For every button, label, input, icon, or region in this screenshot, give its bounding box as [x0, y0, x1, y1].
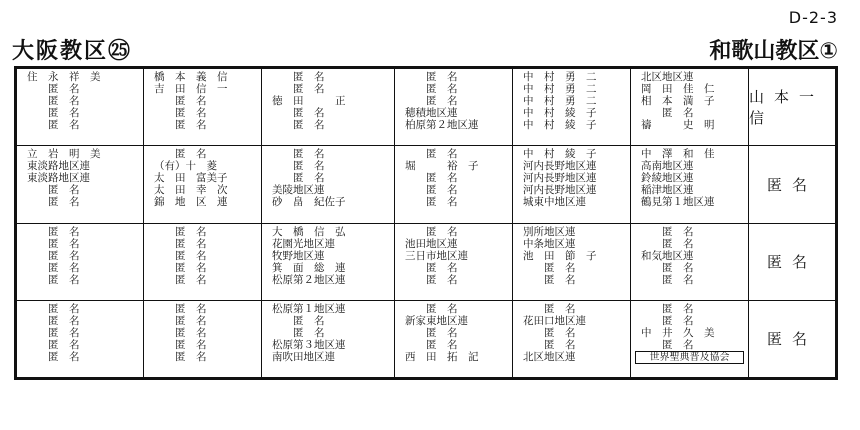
donor-block	[513, 301, 630, 377]
donor-name: 西 田 拓 記	[405, 350, 479, 363]
donor-name: 中 村 綾 子	[523, 107, 597, 119]
donor-name: 匿 名	[523, 261, 576, 274]
donor-name: 中 村 勇 二	[523, 95, 597, 107]
donor-name: 新家東地区連	[405, 314, 468, 327]
donor-name: 匿 名	[27, 237, 80, 250]
donor-name: 錦 地 区 連	[154, 196, 228, 209]
donor-name: 匿 名	[154, 302, 207, 315]
donor-name: 河内長野地区連	[523, 172, 597, 185]
donor-name: 匿 名	[523, 302, 576, 315]
donor-name: 匿 名	[641, 273, 694, 286]
donor-name: 堀 裕 子	[405, 160, 479, 173]
donor-name: 中条地区連	[523, 237, 576, 250]
wakayama-donor: 匿名	[749, 224, 835, 301]
donor-name: 匿 名	[154, 249, 207, 262]
donor-name: 匿 名	[154, 261, 207, 274]
donor-name: 匿 名	[405, 338, 458, 351]
donor-name: 東淡路地区連	[27, 160, 90, 173]
donor-name: 匿 名	[27, 95, 80, 107]
donor-name: 北区地区連	[523, 350, 576, 363]
donor-name: 匿 名	[641, 338, 694, 351]
donor-name: 匿 名	[154, 237, 207, 250]
donor-block	[513, 146, 630, 223]
wakayama-donor: 山本一信	[749, 69, 835, 146]
donor-name: 太 田 幸 次	[154, 184, 228, 197]
donor-name: 中 村 綾 子	[523, 148, 597, 161]
donor-name: 中 井 久 美	[641, 326, 715, 339]
donor-name: 花田口地区連	[523, 314, 586, 327]
donor-name: 匿 名	[272, 148, 325, 161]
donor-name: 匿 名	[641, 237, 694, 250]
donor-name: 吉 田 信 一	[154, 83, 228, 95]
donor-name: 匿 名	[27, 107, 80, 119]
donor-block	[513, 69, 630, 146]
donor-name: 匿 名	[405, 184, 458, 197]
donor-block	[17, 301, 143, 377]
donor-name: 匿 名	[272, 172, 325, 185]
donor-name: 匿 名	[272, 160, 325, 173]
donor-block	[262, 69, 394, 146]
donor-name: 牧野地区連	[272, 249, 325, 262]
donor-name: 匿 名	[405, 148, 458, 161]
donor-name: 匿 名	[523, 338, 576, 351]
donor-name: 匿 名	[154, 119, 207, 131]
donor-name: 稲津地区連	[641, 184, 694, 197]
donor-name: 匿 名	[27, 249, 80, 262]
donor-name: 中 村 綾 子	[523, 119, 597, 131]
donor-column	[144, 69, 262, 377]
donor-name: 匿 名	[154, 350, 207, 363]
donor-name: 匿 名	[405, 225, 458, 238]
donor-block	[144, 146, 261, 223]
donor-name: 匿 名	[27, 261, 80, 274]
donor-block	[395, 69, 512, 146]
donor-name: 城東中地区連	[523, 196, 586, 209]
donor-name: 匿 名	[154, 225, 207, 238]
donor-name: 匿 名	[641, 225, 694, 238]
donor-name: 匿 名	[405, 95, 458, 107]
donor-block	[17, 224, 143, 301]
donor-name: 匿 名	[27, 338, 80, 351]
donor-name: 匿 名	[27, 302, 80, 315]
donor-name: 穂積地区連	[405, 107, 458, 119]
donor-column	[631, 69, 749, 377]
donor-name: 匿 名	[405, 196, 458, 209]
donor-name: 鶴見第１地区連	[641, 196, 715, 209]
donor-name: 世界聖典普及協会	[635, 351, 744, 364]
donor-name: 禱 史 明	[641, 119, 715, 131]
donor-name: 北区地区連	[641, 71, 694, 83]
donor-name: 匿 名	[405, 83, 458, 95]
donor-name: 箕 面 総 連	[272, 261, 346, 274]
donor-name: 大 橋 信 弘	[272, 225, 346, 238]
donor-name: 松原第２地区連	[272, 273, 346, 286]
donor-name: 匿 名	[641, 314, 694, 327]
donor-name: 中 村 勇 二	[523, 71, 597, 83]
donor-name: 匿 名	[27, 83, 80, 95]
donor-name: 匿 名	[27, 350, 80, 363]
page-code: D-2-3	[788, 8, 838, 27]
donor-block	[17, 146, 143, 223]
donor-block	[513, 224, 630, 301]
donor-name: 匿 名	[641, 107, 694, 119]
donor-name: 立 岩 明 美	[27, 148, 101, 161]
donor-block	[144, 224, 261, 301]
wakayama-donor: 匿名	[749, 146, 835, 223]
donor-block	[631, 69, 748, 146]
donor-block	[631, 301, 748, 377]
donor-name: 花園光地区連	[272, 237, 335, 250]
donor-name: 匿 名	[27, 225, 80, 238]
donor-block	[17, 69, 143, 146]
donor-name: 太 田 富美子	[154, 172, 228, 185]
donor-name: 匿 名	[405, 261, 458, 274]
donor-name: 匿 名	[272, 107, 325, 119]
donor-name: 南吹田地区連	[272, 350, 335, 363]
donor-name: 東淡路地区連	[27, 172, 90, 185]
donor-name: 匿 名	[154, 273, 207, 286]
donor-block	[631, 224, 748, 301]
donor-block	[144, 69, 261, 146]
donor-name: 匿 名	[154, 326, 207, 339]
donor-table	[14, 66, 838, 380]
donor-block	[631, 146, 748, 223]
donor-name: 匿 名	[154, 314, 207, 327]
donor-name: 柏原第２地区連	[405, 119, 479, 131]
donor-column	[17, 69, 144, 377]
donor-name: 匿 名	[272, 314, 325, 327]
donor-column	[262, 69, 395, 377]
donor-name: 河内長野地区連	[523, 184, 597, 197]
donor-name: 匿 名	[405, 172, 458, 185]
donor-name: 匿 名	[27, 326, 80, 339]
donor-name: 匿 名	[272, 71, 325, 83]
donor-name: 匿 名	[154, 338, 207, 351]
donor-name: 匿 名	[641, 261, 694, 274]
donor-name: 中 澤 和 佳	[641, 148, 715, 161]
donor-column	[395, 69, 513, 377]
donor-name: 砂 畠 紀佐子	[272, 196, 346, 209]
donor-name: 匿 名	[27, 273, 80, 286]
donor-name: 別所地区連	[523, 225, 576, 238]
donor-name: 匿 名	[27, 196, 80, 209]
donor-name: 匿 名	[523, 273, 576, 286]
wakayama-column	[749, 69, 835, 377]
donor-name: 河内長野地区連	[523, 160, 597, 173]
donor-name: 匿 名	[154, 95, 207, 107]
donor-block	[395, 146, 512, 223]
donor-name: 中 村 勇 二	[523, 83, 597, 95]
donor-name: 徳 田 正	[272, 95, 346, 107]
osaka-diocese-title: 大阪教区㉕	[12, 39, 133, 64]
wakayama-donor: 匿名	[766, 330, 817, 349]
donor-name: 池田地区連	[405, 237, 458, 250]
donor-name: 匿 名	[523, 326, 576, 339]
donor-block	[262, 224, 394, 301]
donor-name: 匿 名	[272, 83, 325, 95]
donor-name: 匿 名	[272, 326, 325, 339]
donor-block	[144, 301, 261, 377]
donor-name: （有）十 菱	[154, 160, 217, 173]
donor-name: 匿 名	[27, 184, 80, 197]
donor-name: 美陵地区連	[272, 184, 325, 197]
donor-block	[262, 301, 394, 377]
donor-name: 松原第３地区連	[272, 338, 346, 351]
donor-name: 松原第１地区連	[272, 302, 346, 315]
donor-name: 匿 名	[405, 71, 458, 83]
donor-name: 匿 名	[405, 273, 458, 286]
wakayama-diocese-title: 和歌山教区①	[709, 39, 838, 64]
donor-name: 匿 名	[154, 148, 207, 161]
donor-name: 住 永 祥 美	[27, 71, 101, 83]
donor-block	[395, 301, 512, 377]
donor-name: 三日市地区連	[405, 249, 468, 262]
donor-name: 岡 田 佳 仁	[641, 83, 715, 95]
donor-name: 鈴綾地区連	[641, 172, 694, 185]
donor-name: 匿 名	[405, 302, 458, 315]
donor-name: 高南地区連	[641, 160, 694, 173]
donor-block	[262, 146, 394, 223]
donor-name: 相 本 満 子	[641, 95, 715, 107]
donor-name: 匿 名	[154, 107, 207, 119]
donor-column	[513, 69, 631, 377]
donor-name: 匿 名	[27, 119, 80, 131]
donor-name: 橋 本 義 信	[154, 71, 228, 83]
donor-block	[395, 224, 512, 301]
donor-name: 匿 名	[27, 314, 80, 327]
donor-name: 匿 名	[641, 302, 694, 315]
donor-name: 池 田 節 子	[523, 249, 597, 262]
donor-name: 和気地区連	[641, 249, 694, 262]
donor-name: 匿 名	[405, 326, 458, 339]
donor-name: 匿 名	[272, 119, 325, 131]
